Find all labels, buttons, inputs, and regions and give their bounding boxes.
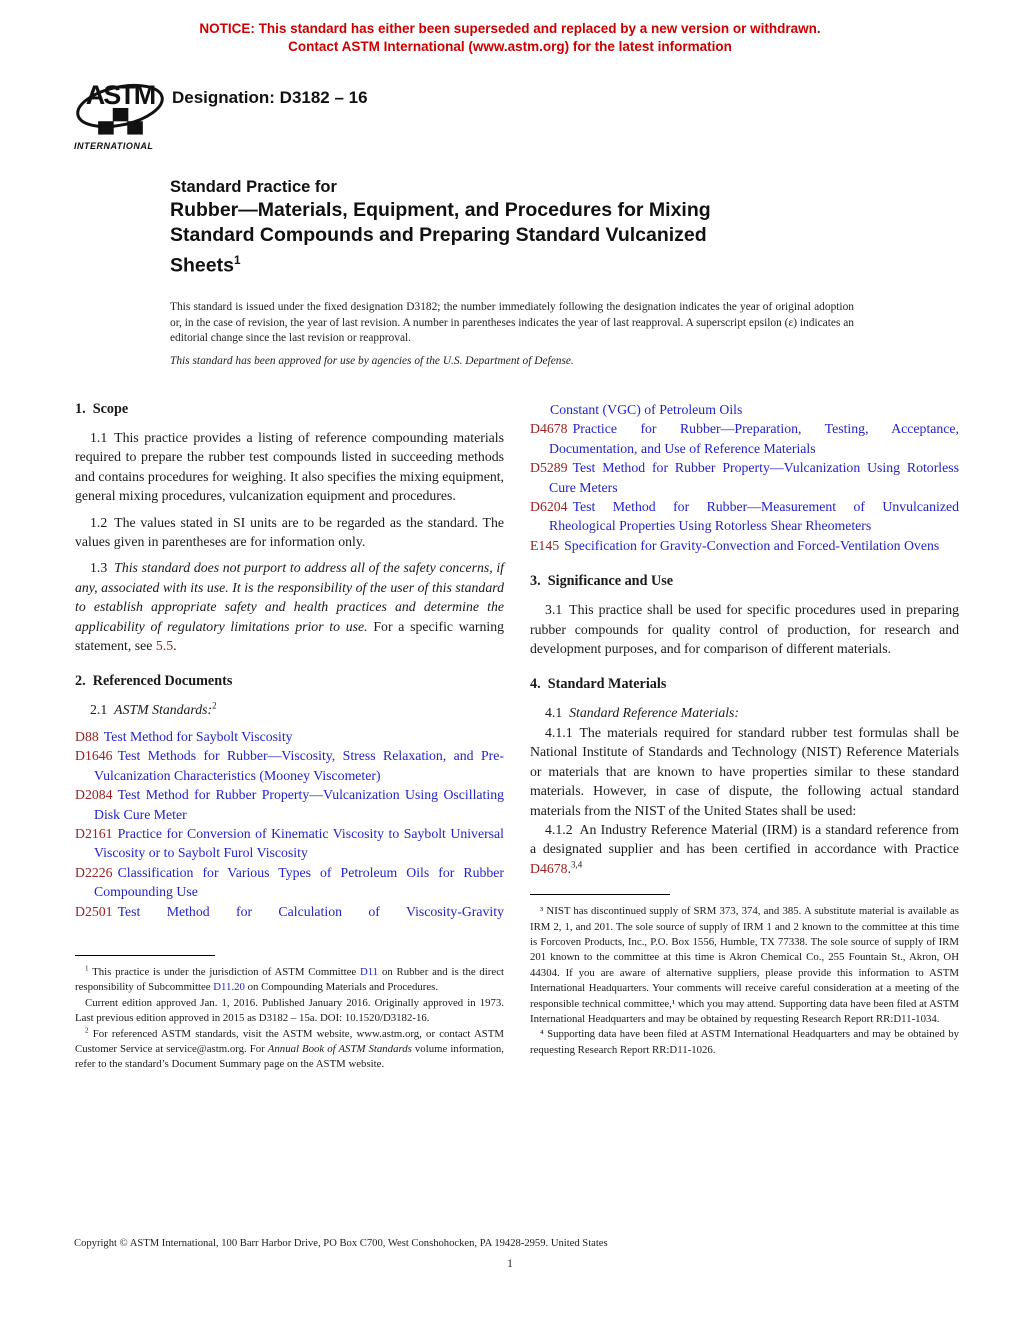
footnotes-left bbox=[75, 955, 504, 1073]
footnote-separator bbox=[75, 955, 215, 956]
ref-title-link[interactable]: Practice for Conversion of Kinematic Viscosity to Saybolt Universal Viscosity or to Saybolt Furol Viscosity bbox=[94, 825, 504, 861]
ref-title-link[interactable]: Test Method for Rubber Property—Vulcanization Using Oscillating Disk Cure Meter bbox=[94, 787, 504, 822]
title-block bbox=[170, 176, 870, 279]
para-4-1-2: 4.1.2 An Industry Reference Material (IRM) is a standard reference from a designated supplier and has been certified in accordance with Practice D4678.$^{3,4}$ bbox=[530, 821, 959, 876]
footnotes-right bbox=[530, 894, 959, 1058]
svg-text:▄▀▄: ▄▀▄ bbox=[98, 108, 142, 133]
ref-code-link[interactable]: D1646 bbox=[75, 748, 113, 764]
reference-item bbox=[75, 746, 504, 785]
title-kicker: Standard Practice for bbox=[170, 178, 337, 196]
inline-link[interactable]: D11.20 bbox=[213, 981, 245, 994]
document-title bbox=[170, 198, 870, 279]
copyright-line: Copyright © ASTM International, 100 Barr Harbor Drive, PO Box C700, West Conshohocken, PA 19428-2959. United States bbox=[74, 1238, 608, 1249]
title-footnote-marker: 1 bbox=[233, 254, 241, 267]
inline-link[interactable]: D4678 bbox=[530, 860, 568, 876]
para-1-2: 1.2 The values stated in SI units are to be regarded as the standard. The values given in parentheses are for information only. bbox=[75, 514, 504, 550]
ref-code-link[interactable]: D88 bbox=[75, 728, 99, 744]
materials-paragraphs bbox=[530, 703, 959, 878]
ref-title-link[interactable]: Test Method for Saybolt Viscosity bbox=[103, 728, 293, 744]
ref-title-link[interactable]: Test Method for Rubber—Measurement of Unvulcanized Rheological Properties Using Rotorless Shear Rheometers bbox=[549, 499, 959, 534]
title-line-3: Sheets$^1$ bbox=[170, 254, 241, 277]
para-1-1: 1.1 This practice provides a listing of reference compounding materials required to prepare the rubber test compounds listed in succeeding methods and contains procedures for weighing. It also specifies the mixing equipment, general mixing procedures, vulcanization equipment and procedures. bbox=[75, 430, 504, 504]
footnote-1: $^1$ This practice is under the jurisdiction of ASTM Committee D11 on Rubber and is the direct responsibility of Subcommittee D11.20 on Compounding Materials and Procedures. bbox=[75, 964, 504, 994]
ref-title-link[interactable]: Practice for Rubber—Preparation, Testing, Acceptance, Documentation, and Use of Reference Materials bbox=[549, 421, 959, 456]
reference-continuation[interactable]: Constant (VGC) of Petroleum Oils bbox=[550, 402, 743, 417]
reference-list-left bbox=[75, 727, 504, 921]
inline-link[interactable]: D11 bbox=[359, 965, 379, 978]
reference-item bbox=[530, 419, 959, 458]
reference-item bbox=[530, 536, 959, 555]
para-2-1: 2.1 ASTM Standards:$^2$ bbox=[90, 700, 217, 718]
section-heading-scope: 1. Scope bbox=[75, 401, 129, 417]
left-column bbox=[75, 400, 504, 1073]
body-columns bbox=[75, 400, 959, 1073]
issuance-note: This standard is issued under the fixed designation D3182; the number immediately following the designation indicates the year of original adoption or, in the case of revision, the year of last revision. A number in parentheses indicates the year of last reapproval. A superscript epsilon (ε) indicates an editorial change since the last revision or reapproval. bbox=[170, 301, 854, 345]
section-heading-referenced-documents: 2. Referenced Documents bbox=[75, 673, 233, 690]
ref-code-link[interactable]: D6204 bbox=[530, 499, 568, 515]
astm-globe-icon bbox=[74, 76, 166, 140]
reference-item bbox=[75, 863, 504, 902]
footnote-1-edition: Current edition approved Jan. 1, 2016. Published January 2016. Originally approved in 1973. Last previous edition approved in 2015 as D3182 – 15a. DOI: 10.1520/D3182-16. bbox=[75, 996, 504, 1025]
ref-code-link[interactable]: D4678 bbox=[530, 421, 568, 437]
notice-line-2: Contact ASTM International (www.astm.org) for the latest information bbox=[288, 39, 732, 54]
title-line-2: Standard Compounds and Preparing Standard Vulcanized bbox=[170, 224, 707, 246]
para-3-1: 3.1 This practice shall be used for specific procedures used in preparing rubber compounds for quality control of production, for research and development purposes, and for comparison of different materials. bbox=[530, 602, 959, 657]
section-heading-significance: 3. Significance and Use bbox=[530, 573, 674, 590]
footnote-3: ³ NIST has discontinued supply of SRM 373, 374, and 385. A substitute material is available as IRM 2, 1, and 201. The sole source of supply of IRM 1 and 2 known to the committee at this time is Forcoven Products, Inc., P.O. Box 1556, Humble, TX 77338. The sole source of supply of IRM 201 known to the committee at this time is Akron Chemical Co., 255 Fountain St., Akron, OH 44304. If you are aware of alternative suppliers, please provide this information to ASTM International Headquarters. Your comments will receive careful consideration at a meeting of the responsible technical committee,¹ which you may attend. Supporting data have been filed at ASTM International Headquarters and may be obtained by requesting Research Report RR:D11-1034. bbox=[530, 905, 959, 1025]
ref-title-link[interactable]: Specification for Gravity-Convection and Forced-Ventilation Ovens bbox=[564, 537, 940, 553]
dod-approval-note: This standard has been approved for use by agencies of the U.S. Department of Defense. bbox=[170, 355, 574, 367]
ref-code-link[interactable]: E145 bbox=[530, 537, 560, 553]
ref-code-link[interactable]: D5289 bbox=[530, 460, 568, 476]
ref-code-link[interactable]: D2226 bbox=[75, 864, 113, 880]
designation: Designation: D3182 – 16 bbox=[172, 88, 368, 107]
superseded-notice bbox=[0, 20, 1020, 56]
ref-code-link[interactable]: D2501 bbox=[75, 903, 113, 919]
page-number: 1 bbox=[507, 1258, 513, 1270]
para-4-1: 4.1 Standard Reference Materials: bbox=[545, 705, 740, 721]
footnote-separator bbox=[530, 894, 670, 895]
ref-title-link[interactable]: Classification for Various Types of Petroleum Oils for Rubber Compounding Use bbox=[94, 864, 504, 900]
svg-text:ASTM: ASTM bbox=[85, 80, 155, 110]
reference-item bbox=[75, 902, 504, 921]
ref-title-link[interactable]: Test Methods for Rubber—Viscosity, Stress Relaxation, and Pre-Vulcanization Characteristics (Mooney Viscometer) bbox=[94, 748, 504, 783]
ref-title-link[interactable]: Test Method for Calculation of Viscosity-Gravity bbox=[117, 903, 504, 919]
ref-code-link[interactable]: D2084 bbox=[75, 787, 113, 803]
astm-logo bbox=[74, 76, 170, 151]
reference-item bbox=[75, 824, 504, 863]
reference-item bbox=[75, 727, 504, 746]
footnote-4: ⁴ Supporting data have been filed at ASTM International Headquarters and may be obtained by requesting Research Report RR:D11-1026. bbox=[530, 1028, 959, 1056]
footnote-2: $^2$ For referenced ASTM standards, visit the ASTM website, www.astm.org, or contact ASTM Customer Service at service@astm.org. For Annual Book of ASTM Standards volume information, refer to the standard’s Document Summary page on the ASTM website. bbox=[75, 1025, 504, 1071]
logo-international-label: INTERNATIONAL bbox=[74, 141, 154, 151]
reference-item bbox=[530, 497, 959, 536]
reference-item bbox=[530, 458, 959, 497]
right-column bbox=[530, 400, 959, 1073]
para-1-3: 1.3 This standard does not purport to address all of the safety concerns, if any, associated with its use. It is the responsibility of the user of this standard to establish appropriate safety and health practices and determine the applicability of regulatory limitations prior to use. For a specific warning statement, see 5.5. bbox=[75, 560, 504, 654]
ref-title-link[interactable]: Test Method for Rubber Property—Vulcanization Using Rotorless Cure Meters bbox=[549, 460, 959, 495]
reference-list-right bbox=[530, 419, 959, 555]
ref-code-link[interactable]: D2161 bbox=[75, 825, 113, 841]
notice-line-1: NOTICE: This standard has either been superseded and replaced by a new version or withdrawn. bbox=[199, 21, 821, 36]
title-line-1: Rubber—Materials, Equipment, and Procedures for Mixing bbox=[170, 199, 711, 221]
reference-item bbox=[75, 785, 504, 824]
inline-link[interactable]: 5.5 bbox=[155, 638, 174, 654]
section-heading-standard-materials: 4. Standard Materials bbox=[530, 676, 667, 693]
para-4-1-1: 4.1.1 The materials required for standard rubber test formulas shall be National Institute of Standards and Technology (NIST) Reference Materials or materials that are known to have properties similar to these standard materials. However, in case of dispute, the following actual standard materials from the NIST of the United States shall be used: bbox=[530, 724, 959, 818]
